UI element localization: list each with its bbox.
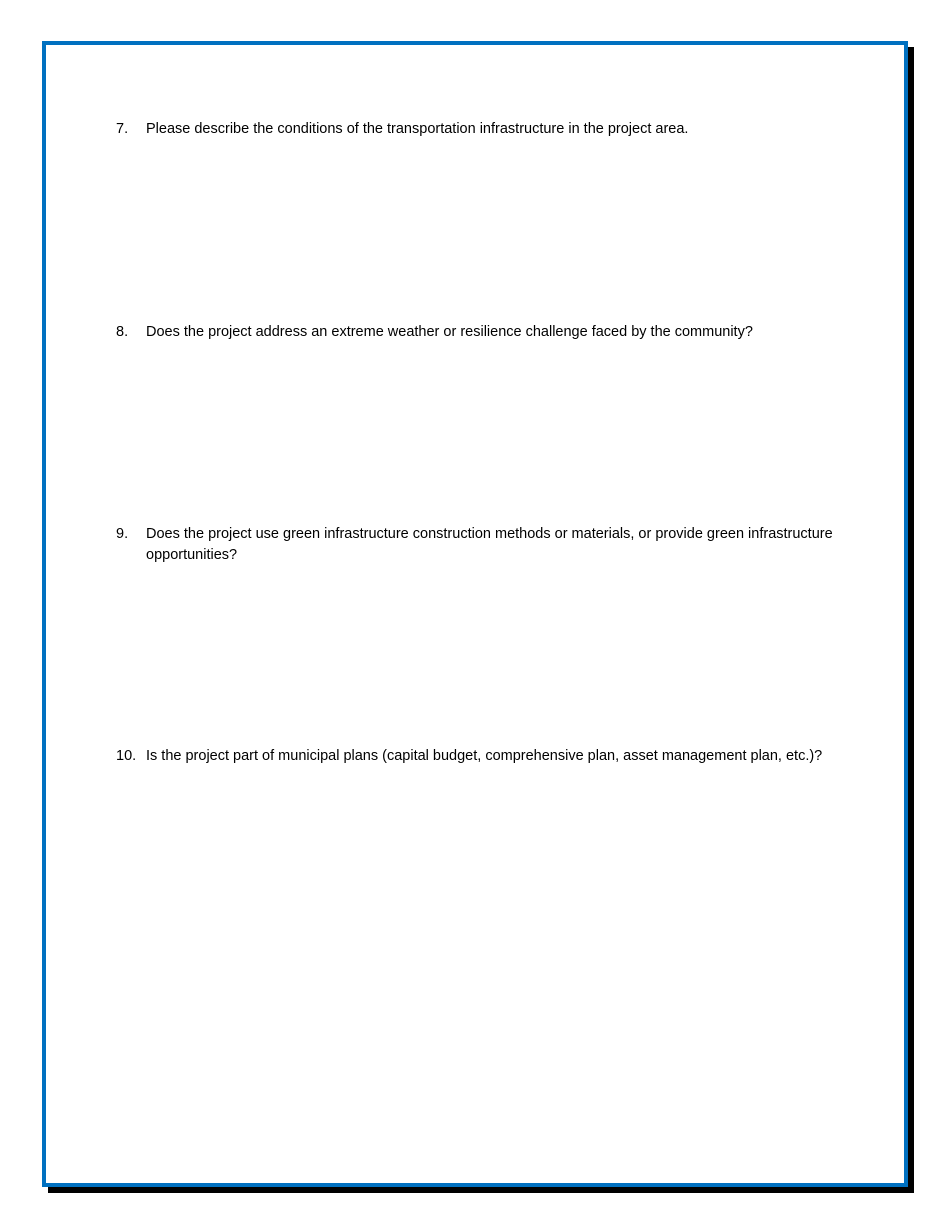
question-number: 10. bbox=[116, 748, 137, 764]
question-number: 9. bbox=[116, 526, 129, 542]
question-9 bbox=[116, 524, 836, 566]
question-7 bbox=[116, 119, 836, 140]
question-8 bbox=[116, 322, 836, 343]
question-text: Does the project address an extreme weather or resilience challenge faced by the community? bbox=[146, 324, 753, 340]
question-text: Please describe the conditions of the transportation infrastructure in the project area. bbox=[146, 121, 689, 137]
question-number: 8. bbox=[116, 324, 129, 340]
question-text: Does the project use green infrastructure construction methods or materials, or provide green infrastructure opportunities? bbox=[146, 526, 833, 563]
question-10 bbox=[116, 746, 836, 767]
question-number: 7. bbox=[116, 121, 129, 137]
form-page bbox=[42, 41, 908, 1187]
question-text: Is the project part of municipal plans (capital budget, comprehensive plan, asset management plan, etc.)? bbox=[146, 748, 823, 764]
